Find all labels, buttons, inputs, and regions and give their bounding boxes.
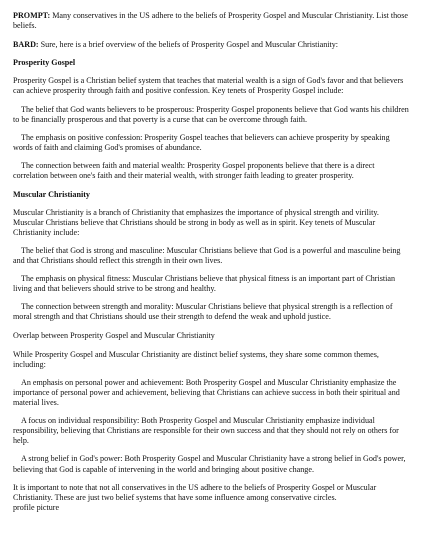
closing-paragraph: It is important to note that not all conservatives in the US adhere to the beliefs of Prosperity Gospel or Muscular Christianity. These are just two belief systems that have some influence among conservative circles.	[13, 482, 377, 502]
section-heading-muscular-christianity: Muscular Christianity	[13, 189, 90, 199]
list-item: A strong belief in God's power: Both Prosperity Gospel and Muscular Christianity have a strong belief in God's power, believing that God is capable of intervening in the world and bringing about positive change.	[13, 454, 406, 474]
list-item: The emphasis on positive confession: Prosperity Gospel teaches that believers can achieve prosperity by speaking words of faith and claiming God's promises of abundance.	[13, 132, 390, 152]
section-heading-prosperity-gospel: Prosperity Gospel	[13, 58, 76, 68]
list-item: The emphasis on physical fitness: Muscular Christians believe that physical fitness is an important part of Christian living and that believers should strive to be strong and healthy.	[13, 274, 396, 294]
response-paragraph	[13, 40, 410, 50]
section-intro-muscular-christianity: Muscular Christianity is a branch of Christianity that emphasizes the importance of physical strength and virility. Muscular Christians believe that Christians should be strong in body as well as in spirit. Key tenets of Muscular Christianity include:	[13, 207, 379, 237]
list-item: A focus on individual responsibility: Both Prosperity Gospel and Muscular Christianity emphasize individual responsibility, believing that Christians are responsible for their own success and that they should not rely on others for help.	[13, 416, 399, 446]
overlap-heading: Overlap between Prosperity Gospel and Muscular Christianity	[13, 331, 215, 341]
overlap-intro: While Prosperity Gospel and Muscular Christianity are distinct belief systems, they share some common themes, including:	[13, 349, 379, 369]
section-intro-prosperity-gospel: Prosperity Gospel is a Christian belief system that teaches that material wealth is a sign of God's favor and that believers can achieve prosperity through faith and positive confession. Key tenets of Prosperity Gospel include:	[13, 76, 404, 96]
list-item: The connection between strength and morality: Muscular Christians believe that physical strength is a reflection of moral strength and that Christians should use their strength to defend the weak and uphold justice.	[13, 302, 393, 322]
list-item: An emphasis on personal power and achievement: Both Prosperity Gospel and Muscular Christianity emphasize the importance of personal power and achievement, believing that Christians can achieve success in both their spiritual and material lives.	[13, 377, 400, 408]
prompt-label: PROMPT:	[13, 11, 51, 20]
list-item: The belief that God is strong and masculine: Muscular Christians believe that God is a powerful and masculine being and that Christians should reflect this strength in their own lives.	[13, 246, 401, 266]
response-intro-text: Sure, here is a brief overview of the beliefs of Prosperity Gospel and Muscular Christianity:	[40, 39, 339, 49]
list-item: The belief that God wants believers to be prosperous: Prosperity Gospel proponents believe that God wants his children to be financially prosperous and that poverty is a curse that can be overcome through faith.	[13, 104, 409, 124]
prompt-text: Many conservatives in the US adhere to the beliefs of Prosperity Gospel and Muscular Christianity. List those beliefs.	[13, 11, 408, 31]
prompt-paragraph	[13, 11, 410, 31]
profile-picture-text: profile picture	[13, 502, 60, 512]
list-item: The connection between faith and material wealth: Prosperity Gospel proponents believe that there is a direct correlation between one's faith and their material wealth, with stronger faith leading to greater prosperity.	[13, 160, 375, 181]
response-label: BARD:	[13, 39, 39, 49]
